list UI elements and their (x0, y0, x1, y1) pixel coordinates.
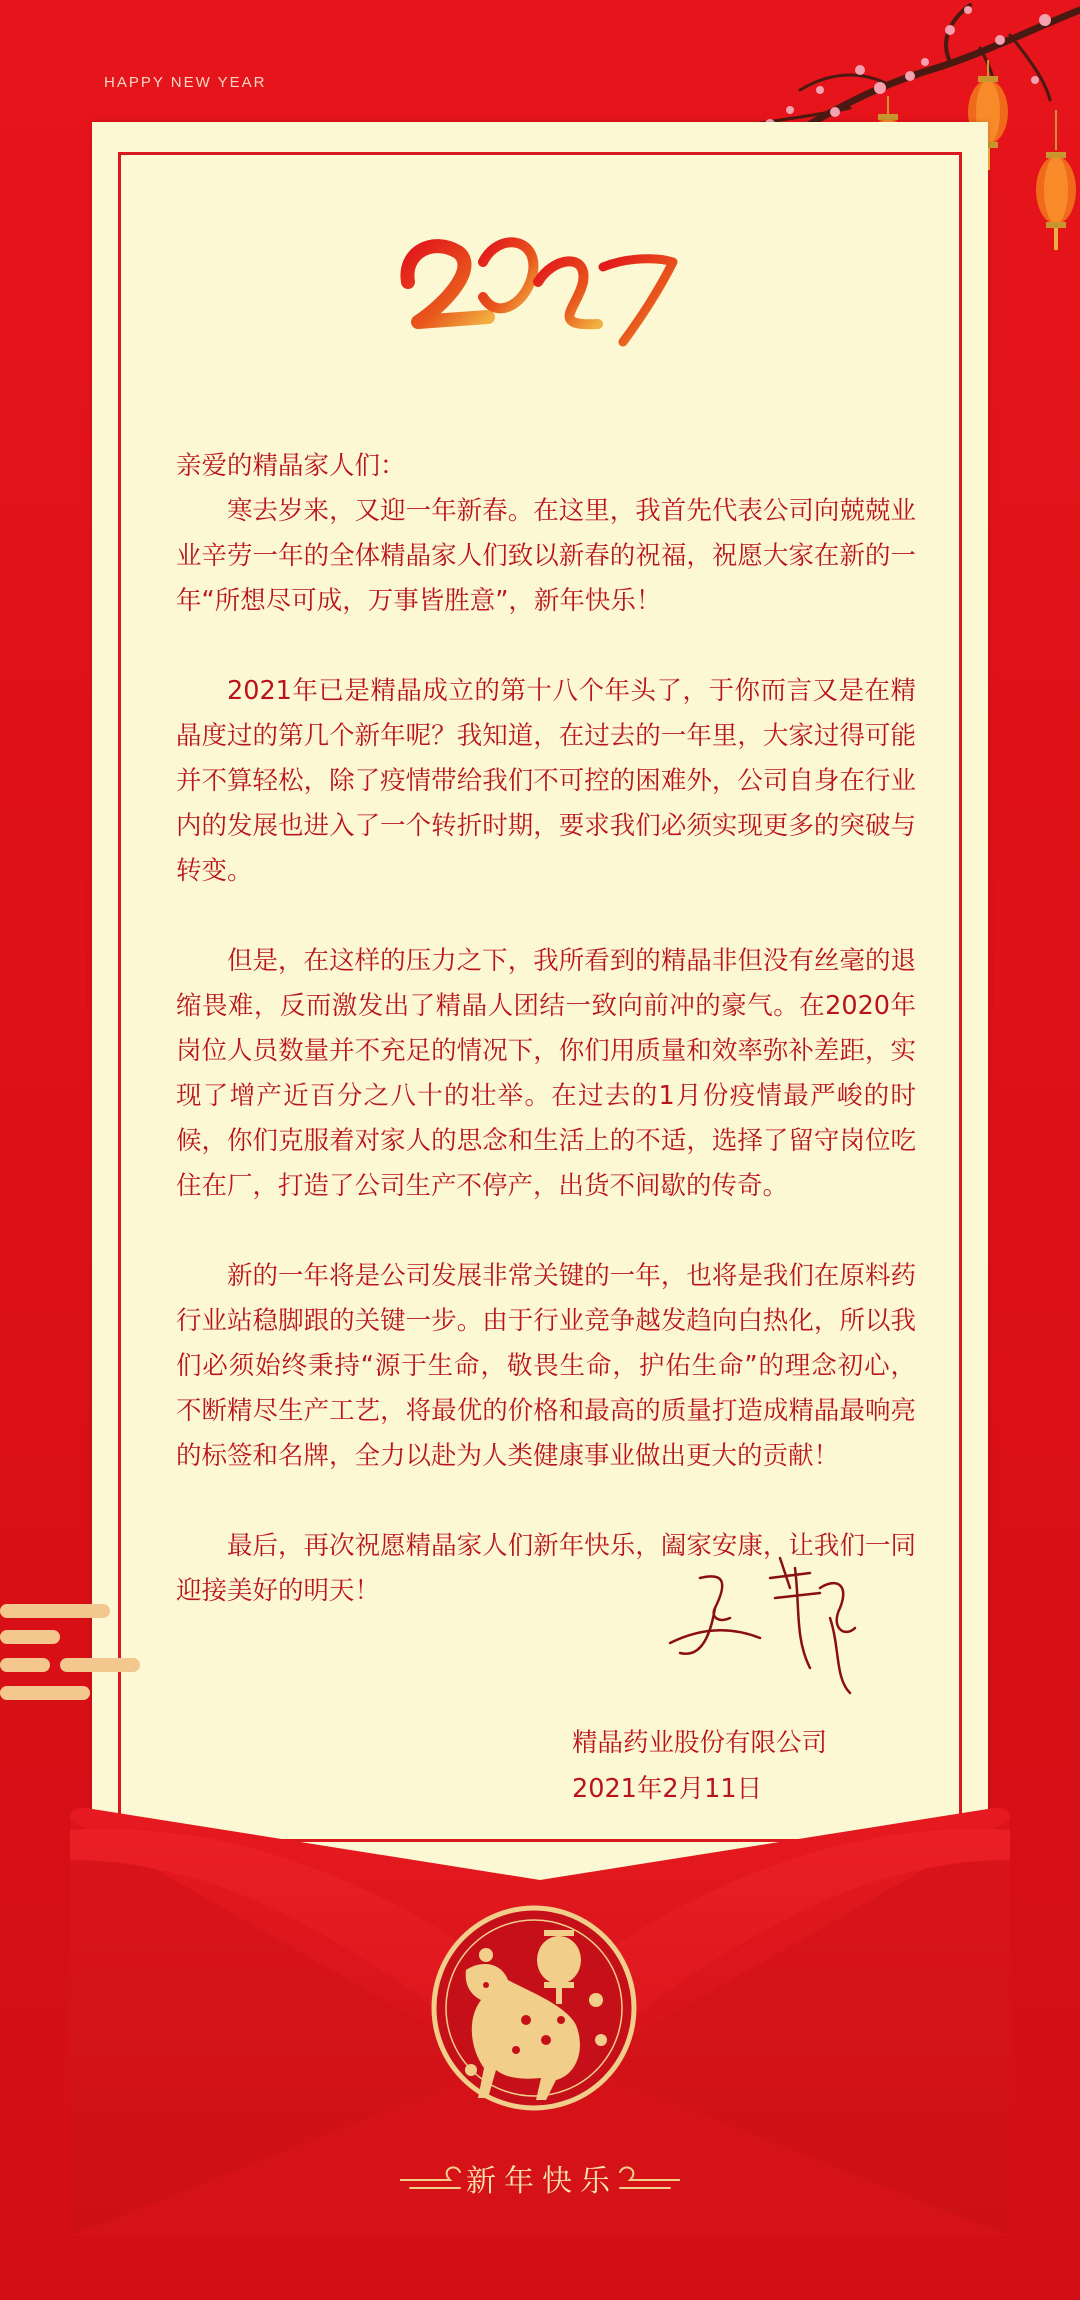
year-2021-calligraphy (388, 212, 688, 362)
letter-paragraph-5: 最后，再次祝愿精晶家人们新年快乐，阖家安康，让我们一同迎接美好的明天！ (176, 1531, 916, 1606)
letter-paragraph-1: 寒去岁来，又迎一年新春。在这里，我首先代表公司向兢兢业业辛劳一年的全体精晶家人们致以新春的祝福，祝愿大家在新的一年“所想尽可成，万事皆胜意”，新年快乐！ (176, 496, 916, 616)
letter-paragraph-2: 2021年已是精晶成立的第十八个年头了，于你而言又是在精晶度过的第几个新年呢？我知道，在过去的一年里，大家过得可能并不算轻松，除了疫情带给我们不可控的困难外，公司自身在行业内的发展也进入了一个转折时期，要求我们必须实现更多的突破与转变。 (176, 676, 916, 886)
letter-salutation: 亲爱的精晶家人们： (176, 451, 406, 481)
letter-closing (572, 1720, 827, 1812)
ox-emblem (426, 1900, 642, 2116)
cloud-ornament (0, 1604, 140, 1714)
letter-paragraph-3: 但是，在这样的压力之下，我所看到的精晶非但没有丝毫的退缩畏难，反而激发出了精晶人团结一致向前冲的豪气。在2020年岗位人员数量并不充足的情况下，你们用质量和效率弥补差距，实现了增产近百分之八十的壮举。在过去的1月份疫情最严峻的时候，你们克服着对家人的思念和生活上的不适，选择了留守岗位吃住在厂，打造了公司生产不停产，出货不间歇的传奇。 (176, 946, 916, 1201)
letter-paragraph-4: 新的一年将是公司发展非常关键的一年，也将是我们在原料药行业站稳脚跟的关键一步。由于行业竞争越发趋向白热化，所以我们必须始终秉持“源于生命，敬畏生命，护佑生命”的理念初心，不断精尽生产工艺，将最优的价格和最高的质量打造成精晶最响亮的标签和名牌，全力以赴为人类健康事业做出更大的贡献！ (176, 1261, 916, 1471)
letter-date: 2021年2月11日 (572, 1774, 763, 1804)
company-name: 精晶药业股份有限公司 (572, 1728, 828, 1758)
letter-body (176, 444, 916, 1614)
handwritten-signature (660, 1548, 880, 1698)
happy-new-year-tagline: HAPPY NEW YEAR (104, 74, 267, 91)
new-year-greeting: 新年快乐 (466, 2164, 618, 2199)
